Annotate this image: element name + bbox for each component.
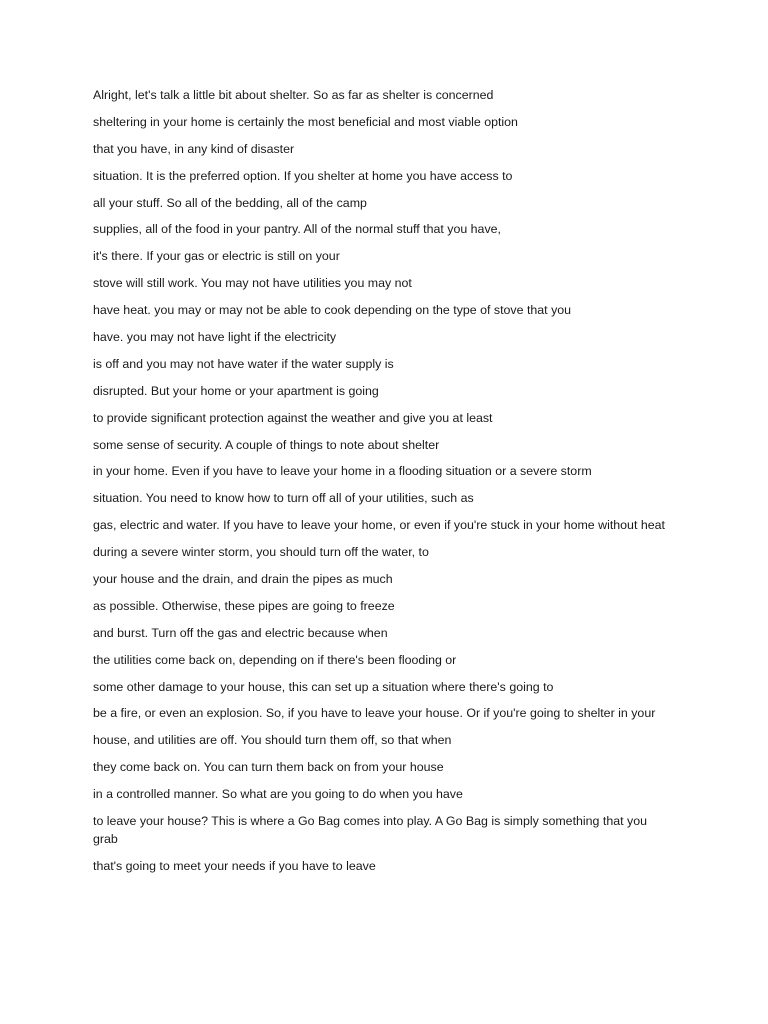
paragraph: is off and you may not have water if the water supply is (93, 356, 394, 371)
paragraph: some sense of security. A couple of things to note about shelter (93, 437, 440, 452)
paragraph: be a fire, or even an explosion. So, if you have to leave your house. Or if you're going to shelter in your (93, 706, 656, 721)
paragraph: as possible. Otherwise, these pipes are going to freeze (93, 598, 395, 613)
paragraph: it's there. If your gas or electric is still on your (93, 249, 340, 264)
paragraph: in your home. Even if you have to leave your home in a flooding situation or a severe storm (93, 464, 592, 479)
paragraph: they come back on. You can turn them back on from your house (93, 760, 444, 775)
paragraph: some other damage to your house, this can set up a situation where there's going to (93, 679, 554, 694)
paragraph: supplies, all of the food in your pantry. All of the normal stuff that you have, (93, 222, 501, 237)
paragraph: and burst. Turn off the gas and electric because when (93, 625, 388, 640)
paragraph: the utilities come back on, depending on if there's been flooding or (93, 652, 457, 667)
paragraph: sheltering in your home is certainly the most beneficial and most viable option (93, 114, 518, 129)
paragraph: stove will still work. You may not have utilities you may not (93, 276, 412, 291)
paragraph: Alright, let's talk a little bit about shelter. So as far as shelter is concerned (93, 88, 494, 102)
transcript-text (93, 87, 675, 884)
paragraph: to provide significant protection against the weather and give you at least (93, 410, 493, 425)
paragraph: that you have, in any kind of disaster (93, 141, 295, 156)
paragraph: in a controlled manner. So what are you going to do when you have (93, 787, 463, 802)
paragraph: situation. It is the preferred option. If you shelter at home you have access to (93, 168, 513, 183)
paragraph: that's going to meet your needs if you have to leave (93, 858, 376, 873)
paragraph: your house and the drain, and drain the pipes as much (93, 572, 393, 587)
paragraph: have. you may not have light if the electricity (93, 330, 337, 345)
paragraph: house, and utilities are off. You should turn them off, so that when (93, 733, 452, 748)
paragraph: gas, electric and water. If you have to leave your home, or even if you're stuck in your home without heat (93, 518, 665, 533)
paragraph: situation. You need to know how to turn off all of your utilities, such as (93, 491, 474, 506)
paragraph: all your stuff. So all of the bedding, all of the camp (93, 195, 367, 210)
paragraph: disrupted. But your home or your apartment is going (93, 383, 379, 398)
paragraph: to leave your house? This is where a Go Bag comes into play. A Go Bag is simply something that you grab (93, 814, 647, 846)
paragraph: during a severe winter storm, you should turn off the water, to (93, 545, 429, 560)
paragraph: have heat. you may or may not be able to cook depending on the type of stove that you (93, 303, 572, 318)
